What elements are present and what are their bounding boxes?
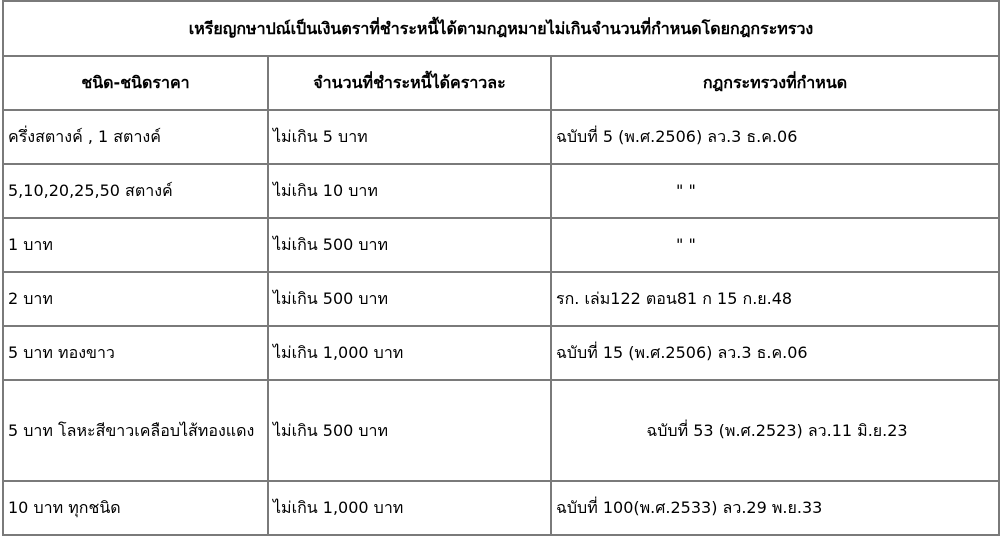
payment-limit-cell: ไม่เกิน 1,000 บาท	[269, 327, 552, 381]
coin-type-cell: 5 บาท โลหะสีขาวเคลือบไส้ทองแดง	[4, 381, 269, 482]
coin-type-cell: 5 บาท ทองขาว	[4, 327, 269, 381]
payment-limit-cell: ไม่เกิน 500 บาท	[269, 273, 552, 327]
table-row	[4, 165, 1000, 219]
regulation-cell: ฉบับที่ 53 (พ.ศ.2523) ลว.11 มิ.ย.23	[552, 381, 1000, 482]
table-row	[4, 327, 1000, 381]
regulation-cell: ฉบับที่ 5 (พ.ศ.2506) ลว.3 ธ.ค.06	[552, 111, 1000, 165]
column-header-coin-type: ชนิด-ชนิดราคา	[4, 57, 269, 111]
legal-tender-coin-table	[2, 0, 1000, 536]
regulation-cell: ฉบับที่ 100(พ.ศ.2533) ลว.29 พ.ย.33	[552, 482, 1000, 536]
coin-type-cell: ครึ่งสตางค์ , 1 สตางค์	[4, 111, 269, 165]
table-row	[4, 273, 1000, 327]
regulation-cell	[552, 165, 1000, 219]
regulation-cell: ฉบับที่ 15 (พ.ศ.2506) ลว.3 ธ.ค.06	[552, 327, 1000, 381]
payment-limit-cell: ไม่เกิน 10 บาท	[269, 165, 552, 219]
table-title: เหรียญกษาปณ์เป็นเงินตราที่ชำระหนี้ได้ตามกฎหมายไม่เกินจำนวนที่กำหนดโดยกฎกระทรวง	[4, 2, 1000, 57]
table-row	[4, 381, 1000, 482]
payment-limit-cell: ไม่เกิน 1,000 บาท	[269, 482, 552, 536]
ditto-mark: " "	[676, 181, 696, 201]
coin-type-cell: 10 บาท ทุกชนิด	[4, 482, 269, 536]
coin-type-cell: 2 บาท	[4, 273, 269, 327]
table-row	[4, 111, 1000, 165]
payment-limit-cell: ไม่เกิน 500 บาท	[269, 381, 552, 482]
coin-type-cell: 5,10,20,25,50 สตางค์	[4, 165, 269, 219]
ditto-mark: " "	[676, 235, 696, 255]
table-title-row	[4, 2, 1000, 57]
table-row	[4, 219, 1000, 273]
coin-type-cell: 1 บาท	[4, 219, 269, 273]
regulation-cell: รก. เล่ม122 ตอน81 ก 15 ก.ย.48	[552, 273, 1000, 327]
table-header-row	[4, 57, 1000, 111]
table-row	[4, 482, 1000, 536]
payment-limit-cell: ไม่เกิน 5 บาท	[269, 111, 552, 165]
regulation-cell	[552, 219, 1000, 273]
column-header-regulation: กฎกระทรวงที่กำหนด	[552, 57, 1000, 111]
column-header-payment-limit: จำนวนที่ชำระหนี้ได้คราวละ	[269, 57, 552, 111]
payment-limit-cell: ไม่เกิน 500 บาท	[269, 219, 552, 273]
